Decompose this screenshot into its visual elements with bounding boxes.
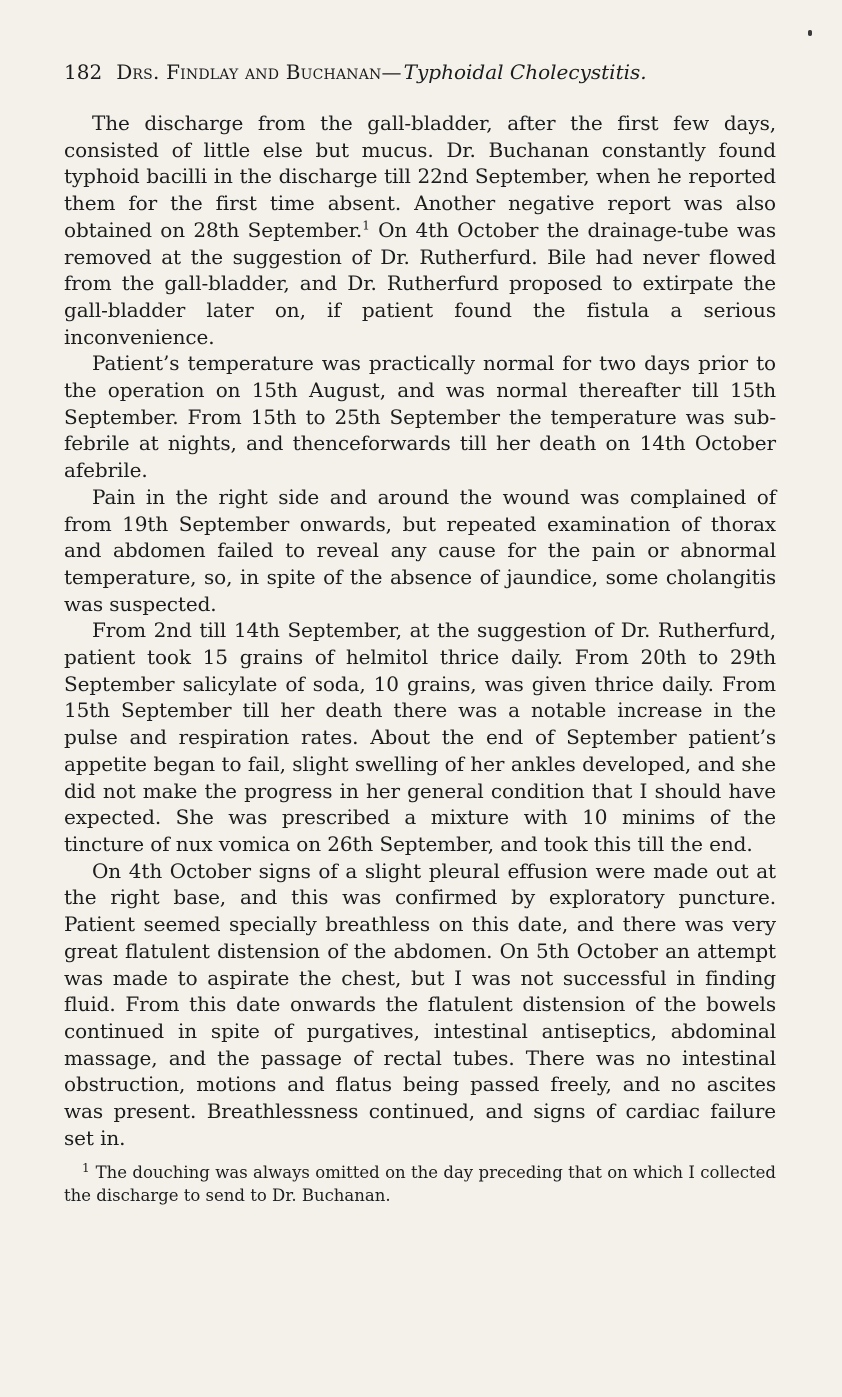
paragraph-discharge-text-1: The discharge from the gall-bladder, after the first few days, consisted of little else but mucus. Dr. Buchanan constantly found typhoid bacilli in the discharge till 22nd September, when he reported them for the first time absent. Another negative report was also obtained on 28th September. — [64, 111, 776, 242]
running-head — [64, 60, 776, 90]
page-speck — [808, 30, 812, 36]
paragraph-discharge — [64, 110, 776, 350]
paragraph-pleural-effusion: On 4th October signs of a slight pleural effusion were made out at the right base, and this was confirmed by exploratory puncture. Patient seemed specially breathless on this date, and there was very great flatulent distension of the abdomen. On 5th October an attempt was made to aspirate the chest, but I was not successful in finding fluid. From this date onwards the flatulent distension of the bowels continued in spite of purgatives, intestinal antiseptics, abdominal massage, and the passage of rectal tubes. There was no intestinal obstruction, motions and flatus being passed freely, and no ascites was present. Breathlessness continued, and signs of cardiac failure set in. — [64, 858, 776, 1150]
paragraph-discharge-text-2: On 4th October the drainage-tube was removed at the suggestion of Dr. Rutherfurd. Bile had never flowed from the gall-bladder, and Dr. Rutherfurd proposed to extirpate the gall-bladder later on, if patient found the fistula a serious inconvenience. — [64, 217, 776, 349]
paragraph-temperature: Patient’s temperature was practically normal for two days prior to the operation on 15th August, and was normal thereafter till 15th September. From 15th to 25th September the temperature was sub-febrile at nights, and thenceforwards till her death on 14th October afebrile. — [64, 351, 776, 483]
page-number: 182 — [64, 60, 103, 84]
footnote-mark: 1 — [82, 1160, 90, 1175]
footnote-text: The douching was always omitted on the day preceding that on which I collected the discharge to send to Dr. Buchanan. — [64, 1163, 776, 1206]
footnote-reference: 1 — [362, 218, 370, 233]
paragraph-pain: Pain in the right side and around the wound was complained of from 19th September onwards, but repeated examination of thorax and abdomen failed to reveal any cause for the pain or abnormal temperature, so, in spite of the absence of jaundice, some cholangitis was suspected. — [64, 484, 776, 616]
footnote — [64, 1161, 776, 1207]
running-head-authors: Drs. Findlay and Buchanan— — [116, 60, 402, 84]
running-head-title: Typhoidal Cholecystitis. — [403, 60, 647, 84]
paragraph-treatment: From 2nd till 14th September, at the suggestion of Dr. Rutherfurd, patient took 15 grains of helmitol thrice daily. From 20th to 29th September salicylate of soda, 10 grains, was given thrice daily. From 15th September till her death there was a notable increase in the pulse and respiration rates. About the end of September patient’s appetite began to fail, slight swelling of her ankles developed, and she did not make the progress in her general condition that I should have expected. She was prescribed a mixture with 10 minims of the tincture of nux vomica on 26th September, and took this till the end. — [64, 618, 776, 856]
article-body — [64, 110, 776, 1151]
journal-page — [64, 60, 776, 1207]
